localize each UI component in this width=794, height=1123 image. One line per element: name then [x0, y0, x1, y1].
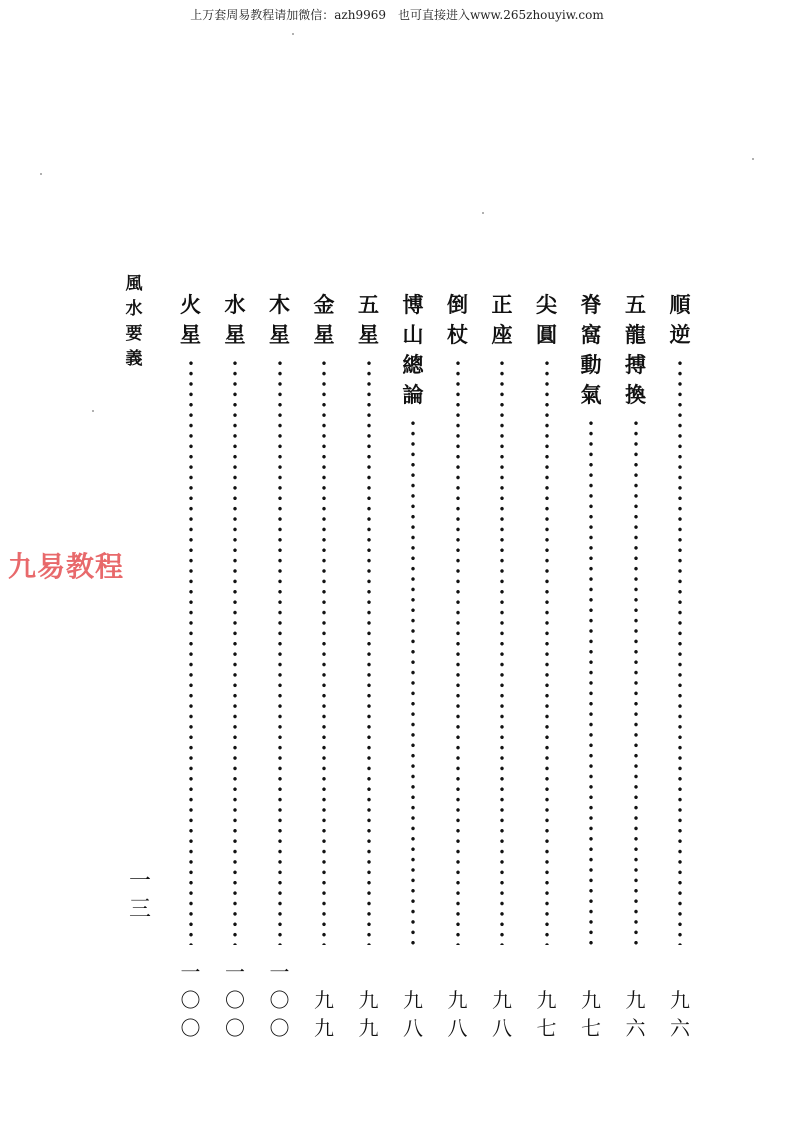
page-number-char: 三 — [128, 897, 151, 922]
toc-dot-leader — [634, 418, 638, 945]
toc-entry-page — [176, 958, 206, 1042]
toc-title-char: 博 — [402, 292, 424, 317]
toc-page-char: 九 — [403, 988, 423, 1012]
toc-title-char: 圓 — [536, 322, 557, 347]
toc-page-char: 一 — [180, 960, 201, 984]
toc-entry — [176, 290, 206, 1040]
side-title-char: 水 — [125, 299, 143, 319]
toc-title-char: 窩 — [580, 322, 602, 347]
toc-entry-title — [443, 290, 473, 350]
toc-dot-leader — [678, 358, 682, 945]
toc-page-char: 九 — [492, 988, 512, 1012]
toc-entry-page — [532, 986, 562, 1042]
toc-entry-title — [576, 290, 606, 410]
toc-title-char: 尖 — [536, 292, 557, 317]
toc-dot-leader — [189, 358, 193, 945]
toc-entry — [621, 290, 651, 1040]
toc-page-char: 九 — [314, 1016, 334, 1040]
toc-title-char: 換 — [625, 382, 646, 407]
toc-dot-leader — [367, 358, 371, 945]
toc-entry — [309, 290, 339, 1040]
toc-title-char: 座 — [491, 322, 513, 347]
toc-page-char: 九 — [670, 988, 690, 1012]
toc-title-char: 杖 — [447, 322, 468, 347]
toc-page-char: 一 — [225, 960, 245, 984]
toc-entry — [354, 290, 384, 1040]
toc-page-char: 八 — [403, 1016, 423, 1040]
side-title-char: 風 — [125, 274, 143, 294]
toc-title-char: 論 — [402, 382, 424, 407]
header-banner: 上万套周易教程请加微信：azh9969 也可直接进入www.265zhouyiw.com — [190, 8, 604, 22]
toc-entry — [398, 290, 428, 1040]
toc-entry-title — [487, 290, 517, 350]
toc-title-char: 氣 — [580, 382, 602, 407]
toc-page-char: 九 — [625, 988, 646, 1012]
watermark-text: 九易教程 — [8, 550, 125, 583]
toc-page-char: 〇 — [180, 988, 201, 1012]
toc-entry — [532, 290, 562, 1040]
toc-entry-page — [576, 986, 606, 1042]
toc-entry-title — [176, 290, 206, 350]
toc-entry-title — [354, 290, 384, 350]
toc-page-char: 九 — [536, 988, 557, 1012]
toc-page-char: 〇 — [225, 988, 245, 1012]
toc-page-char: 〇 — [269, 1016, 290, 1040]
toc-title-char: 五 — [358, 292, 379, 317]
toc-page-char: 〇 — [225, 1016, 245, 1040]
toc-title-char: 木 — [269, 292, 290, 317]
toc-page-char: 九 — [314, 988, 334, 1012]
page-number-char: 一 — [128, 869, 151, 894]
toc-entry-page — [621, 986, 651, 1042]
toc-page-char: 八 — [447, 1016, 468, 1040]
toc-entry-page — [665, 986, 695, 1042]
toc-title-char: 山 — [402, 322, 424, 347]
toc-title-char: 火 — [180, 292, 201, 317]
toc-title-char: 脊 — [580, 292, 602, 317]
toc-page-char: 八 — [492, 1016, 512, 1040]
toc-entry-title — [398, 290, 428, 410]
toc-title-char: 搏 — [625, 352, 646, 377]
toc-page-char: 七 — [536, 1016, 557, 1040]
toc-dot-leader — [589, 418, 593, 945]
toc-title-char: 動 — [580, 352, 602, 377]
toc-title-char: 龍 — [625, 322, 646, 347]
toc-dot-leader — [500, 358, 504, 945]
toc-page-char: 六 — [625, 1016, 646, 1040]
toc-entry — [487, 290, 517, 1040]
toc-entry — [443, 290, 473, 1040]
toc-entry-page — [309, 986, 339, 1042]
toc-entry-page — [354, 986, 384, 1042]
toc-title-char: 總 — [402, 352, 424, 377]
toc-entry-page — [265, 958, 295, 1042]
toc-entry-title — [621, 290, 651, 410]
toc-title-char: 逆 — [669, 322, 691, 347]
toc-page-char: 〇 — [180, 1016, 201, 1040]
toc-dot-leader — [456, 358, 460, 945]
toc-entry-title — [665, 290, 695, 350]
toc-title-char: 星 — [269, 322, 290, 347]
toc-entry-page — [487, 986, 517, 1042]
side-book-title — [123, 272, 145, 372]
toc-dot-leader — [322, 358, 326, 945]
toc-entry — [220, 290, 250, 1040]
toc-entry-title — [265, 290, 295, 350]
toc-page-char: 〇 — [269, 988, 290, 1012]
toc-entry — [265, 290, 295, 1040]
toc-entry-title — [309, 290, 339, 350]
toc-entry-title — [220, 290, 250, 350]
toc-dot-leader — [278, 358, 282, 945]
toc-title-char: 星 — [180, 322, 201, 347]
toc-entry-page — [220, 958, 250, 1042]
toc-page-char: 九 — [358, 988, 379, 1012]
toc-title-char: 星 — [358, 322, 379, 347]
toc-dot-leader — [233, 358, 237, 945]
toc-title-char: 正 — [491, 292, 513, 317]
toc-entry-title — [532, 290, 562, 350]
toc-title-char: 順 — [669, 292, 691, 317]
toc-title-char: 五 — [625, 292, 646, 317]
toc-entry — [665, 290, 695, 1040]
toc-dot-leader — [411, 418, 415, 945]
side-title-char: 義 — [125, 349, 143, 369]
toc-title-char: 倒 — [447, 292, 468, 317]
toc-page-char: 九 — [581, 988, 601, 1012]
toc-title-char: 金 — [313, 292, 335, 317]
page-number — [127, 868, 153, 924]
toc-dot-leader — [545, 358, 549, 945]
toc-entry — [576, 290, 606, 1040]
toc-title-char: 星 — [313, 322, 335, 347]
side-title-char: 要 — [125, 324, 143, 344]
toc-page-char: 七 — [581, 1016, 601, 1040]
toc-page-char: 六 — [670, 1016, 690, 1040]
toc-title-char: 水 — [224, 292, 246, 317]
toc-page-char: 一 — [269, 960, 290, 984]
toc-page-char: 九 — [447, 988, 468, 1012]
toc-entry-page — [398, 986, 428, 1042]
toc-entry-page — [443, 986, 473, 1042]
toc-title-char: 星 — [224, 322, 246, 347]
toc-page-char: 九 — [358, 1016, 379, 1040]
